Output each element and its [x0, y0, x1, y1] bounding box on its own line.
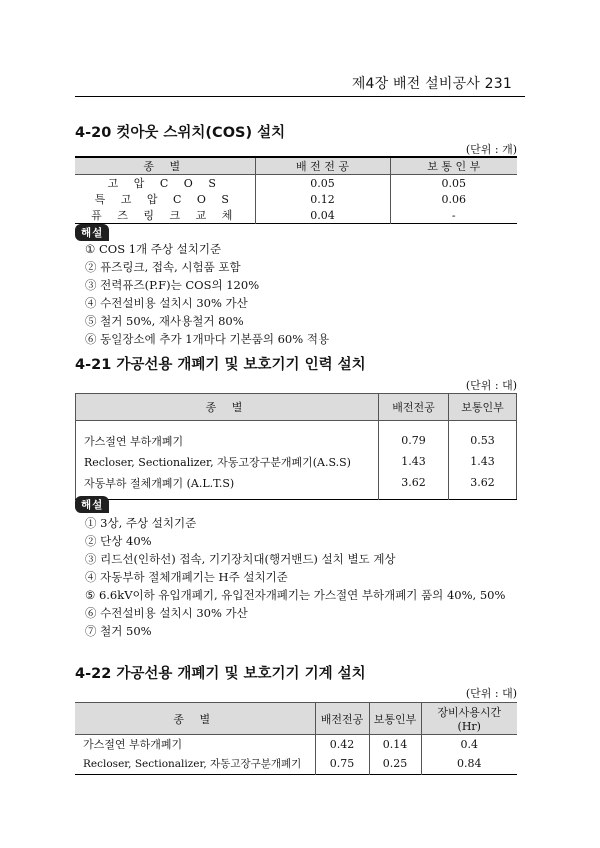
- item-cell: 특 고 압 C O S: [75, 191, 255, 207]
- list-item: ② 퓨즈링크, 접속, 시험품 포함: [85, 260, 241, 274]
- section-title: 4-20 컷아웃 스위치(COS) 설치: [75, 125, 286, 141]
- unit-label: (단위 : 개): [465, 143, 517, 156]
- equipment-table: [75, 702, 517, 775]
- table-row: [75, 207, 517, 224]
- value-cell: 0.05: [255, 175, 390, 192]
- value-cell: 3.62: [449, 473, 517, 500]
- value-cell: 0.42: [315, 735, 369, 754]
- col-header: 보통인부: [369, 703, 421, 735]
- col-header: 종 별: [75, 703, 315, 735]
- table-row: [76, 473, 517, 500]
- value-cell: 0.53: [449, 421, 517, 451]
- commentary-badge: 해설: [75, 496, 109, 513]
- value-cell: 1.43: [379, 451, 449, 473]
- item-cell: 가스절연 부하개폐기: [76, 421, 379, 451]
- value-cell: 0.12: [255, 191, 390, 207]
- list-item: ③ 리드선(인하선) 접속, 기기장치대(행거밴드) 설치 별도 계상: [85, 552, 396, 566]
- commentary-list: [85, 240, 329, 348]
- table-row: [75, 735, 517, 754]
- unit-label: (단위 : 대): [465, 379, 517, 392]
- item-cell: 고 압 C O S: [75, 175, 255, 192]
- section-title: 4-22 가공선용 개폐기 및 보호기기 기계 설치: [75, 666, 366, 682]
- list-item: ⑥ 동일장소에 추가 1개마다 기본품의 60% 적용: [85, 332, 330, 346]
- section-4-22: [75, 662, 517, 792]
- col-header: 장비사용시간 (Hr): [421, 703, 517, 735]
- table-row: [75, 175, 517, 192]
- value-cell: 0.14: [369, 735, 421, 754]
- value-cell: 0.4: [421, 735, 517, 754]
- col-header: 종 별: [75, 157, 255, 175]
- col-header: 배전전공: [379, 394, 449, 421]
- list-item: ① COS 1개 주상 설치기준: [85, 242, 222, 256]
- value-cell: 1.43: [449, 451, 517, 473]
- col-header: 보통인부: [449, 394, 517, 421]
- list-item: ② 단상 40%: [85, 534, 152, 548]
- col-header: 배 전 전 공: [255, 157, 390, 175]
- section-4-20: [75, 121, 517, 351]
- commentary-badge: 해설: [75, 224, 109, 241]
- list-item: ① 3상, 주상 설치기준: [85, 516, 197, 530]
- item-cell: 가스절연 부하개폐기: [75, 735, 315, 754]
- col-header: 배전전공: [315, 703, 369, 735]
- section-4-21: [75, 353, 517, 653]
- value-cell: 0.84: [421, 754, 517, 775]
- value-cell: 0.75: [315, 754, 369, 775]
- item-cell: 퓨 즈 링 크 교 체: [75, 207, 255, 224]
- value-cell: 0.05: [390, 175, 517, 192]
- list-item: ⑥ 수전설비용 설치시 30% 가산: [85, 606, 248, 620]
- section-title: 4-21 가공선용 개폐기 및 보호기기 인력 설치: [75, 357, 366, 373]
- value-cell: 0.25: [369, 754, 421, 775]
- commentary-list: [85, 514, 515, 640]
- table-row: [75, 754, 517, 775]
- value-cell: 0.04: [255, 207, 390, 224]
- col-header: 종 별: [76, 394, 379, 421]
- list-item: ④ 자동부하 절체개폐기는 H주 설치기준: [85, 570, 288, 584]
- table-row: [76, 421, 517, 451]
- running-head: 제4장 배전 설비공사 231: [351, 76, 512, 92]
- value-cell: 0.79: [379, 421, 449, 451]
- list-item: ⑦ 철거 50%: [85, 624, 152, 638]
- item-cell: 자동부하 절체개폐기 (A.L.T.S): [76, 473, 379, 500]
- item-cell: Recloser, Sectionalizer, 자동고장구분개폐기: [75, 754, 315, 775]
- value-cell: 0.06: [390, 191, 517, 207]
- col-header: 보 통 인 부: [390, 157, 517, 175]
- list-item: ④ 수전설비용 설치시 30% 가산: [85, 296, 248, 310]
- value-cell: -: [390, 207, 517, 224]
- unit-label: (단위 : 대): [465, 687, 517, 700]
- list-item: ③ 전력퓨즈(P.F)는 COS의 120%: [85, 278, 260, 292]
- list-item: ⑤ 철거 50%, 재사용철거 80%: [85, 314, 244, 328]
- header-rule: [75, 96, 525, 97]
- labor-table: [75, 393, 517, 500]
- table-row: [76, 451, 517, 473]
- item-cell: Recloser, Sectionalizer, 자동고장구분개폐기(A.S.S): [76, 451, 379, 473]
- labor-table: [75, 156, 517, 224]
- table-row: [75, 191, 517, 207]
- value-cell: 3.62: [379, 473, 449, 500]
- list-item: ⑤ 6.6kV이하 유입개폐기, 유입전자개폐기는 가스절연 부하개폐기 품의 40%, 50%: [85, 588, 506, 602]
